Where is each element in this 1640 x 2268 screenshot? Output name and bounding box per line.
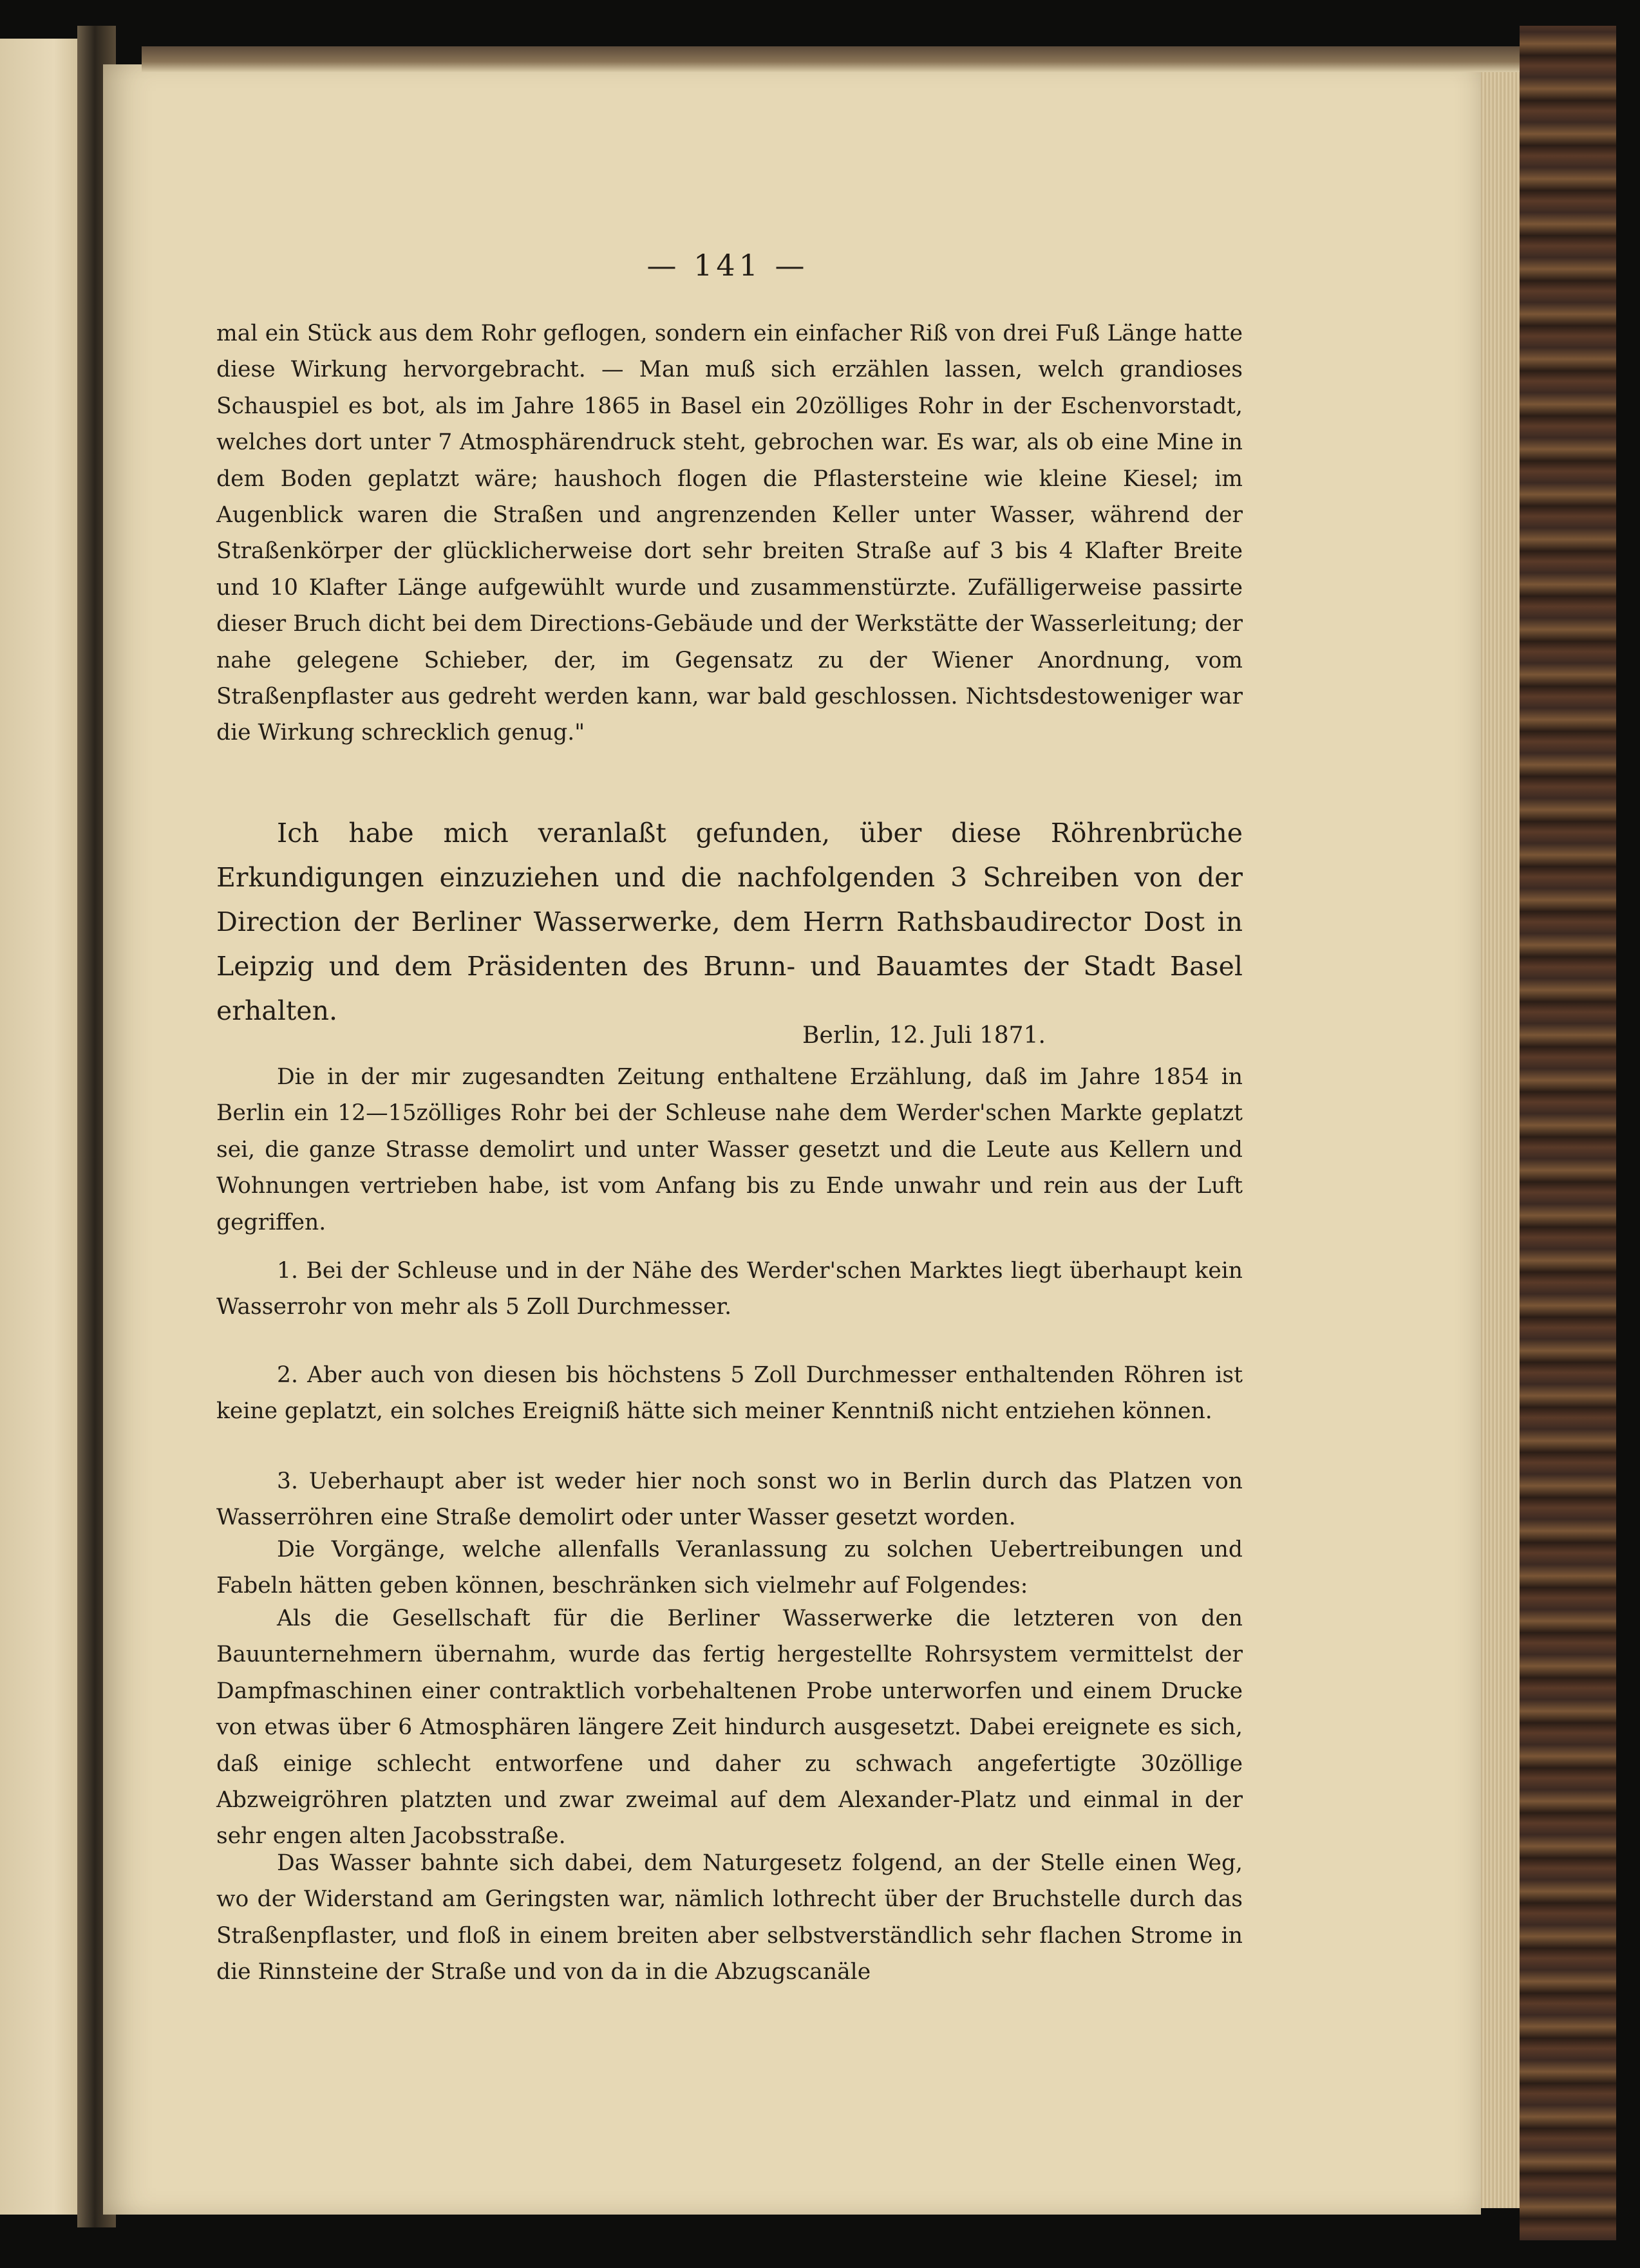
paragraph-quote-continuation: mal ein Stück aus dem Rohr geflogen, sondern ein einfacher Riß von drei Fuß Länge hatte diese Wirkung hervorgebracht. — Man muß sich erzählen lassen, welch grandioses Schauspiel es bot, als im Jahre 1865 in Basel ein 20zölliges Rohr in der Eschenvorstadt, welches dort unter 7 Atmosphärendruck steht, gebrochen war. Es war, als ob eine Mine in dem Boden geplatzt wäre; haushoch flogen die Pflastersteine wie kleine Kiesel; im Augenblick waren die Straßen und angrenzenden Keller unter Wasser, während der Straßenkörper der glücklicherweise dort sehr breiten Straße auf 3 bis 4 Klafter Breite und 10 Klafter Länge aufgewühlt wurde und zusammenstürzte. Zufälligerweise passirte dieser Bruch dicht bei dem Directions-Gebäude und der Werkstätte der Wasserleitung; der nahe gelegene Schieber, der, im Gegensatz zu der Wiener Anordnung, vom Straßenpflaster aus gedreht werden kann, war bald geschlossen. Nichtsdestoweniger war die Wirkung schrecklich genug." — [216, 321, 1243, 746]
paragraph-point-1: 1. Bei der Schleuse und in der Nähe des Werder'schen Marktes liegt überhaupt kein Wasserrohr von mehr als 5 Zoll Durchmesser. — [216, 1258, 1243, 1320]
page-top-shadow — [142, 46, 1520, 72]
letter-dateline: Berlin, 12. Juli 1871. — [802, 1022, 1046, 1049]
paragraph-water-flow: Das Wasser bahnte sich dabei, dem Naturgesetz folgend, an der Stelle einen Weg, wo der Widerstand am Geringsten war, nämlich lothrecht über der Bruchstelle durch das Straßenpflaster, und floß in einem breiten aber selbstverständlich sehr flachen Strome in die Rinnsteine der Straße und von da in die Abzugscanäle — [216, 1850, 1243, 1985]
book-cover-edge — [1520, 26, 1616, 2240]
paragraph-point-3: 3. Ueberhaupt aber ist weder hier noch sonst wo in Berlin durch das Platzen von Wasserröhren eine Straße demolirt oder unter Wasser gesetzt worden. — [216, 1468, 1243, 1531]
paragraph-events: Die Vorgänge, welche allenfalls Veranlassung zu solchen Uebertreibungen und Fabeln hätten geben können, beschränken sich vielmehr auf Folgendes: — [216, 1537, 1243, 1599]
paragraph-point-2: 2. Aber auch von diesen bis höchstens 5 Zoll Durchmesser enthaltenden Röhren ist keine geplatzt, ein solches Ereigniß hätte sich meiner Kenntniß nicht entziehen können. — [216, 1362, 1243, 1425]
previous-page-edge — [0, 39, 90, 2215]
paragraph-pressure-test: Als die Gesellschaft für die Berliner Wasserwerke die letzteren von den Bauunternehmern übernahm, wurde das fertig hergestellte Rohrsystem vermittelst der Dampfmaschinen einer contraktlich vorbehaltenen Probe unterworfen und einem Drucke von etwas über 6 Atmosphären längere Zeit hindurch ausgesetzt. Dabei ereignete es sich, daß einige schlecht entworfene und daher zu schwach angefertigte 30zöllige Abzweigröhren platzten und zwar zweimal auf dem Alexander-Platz und einmal in der sehr engen alten Jacobsstraße. — [216, 1606, 1243, 1850]
page-number: — 141 — — [646, 248, 809, 283]
paragraph-letter-intro: Die in der mir zugesandten Zeitung enthaltene Erzählung, daß im Jahre 1854 in Berlin ein 12—15zölliges Rohr bei der Schleuse nahe dem Werder'schen Markte geplatzt sei, die ganze Strasse demolirt und unter Wasser gesetzt und die Leute aus Kellern und Wohnungen vertrieben habe, ist vom Anfang bis zu Ende unwahr und rein aus der Luft gegriffen. — [216, 1064, 1243, 1235]
paragraph-inquiry: Ich habe mich veranlaßt gefunden, über diese Röhrenbrüche Erkundigungen einzuziehen und die nachfolgenden 3 Schreiben von der Direction der Berliner Wasserwerke, dem Herrn Rathsbaudirector Dost in Leipzig und dem Präsidenten des Brunn- und Bauamtes der Stadt Basel erhalten. — [216, 818, 1243, 1026]
